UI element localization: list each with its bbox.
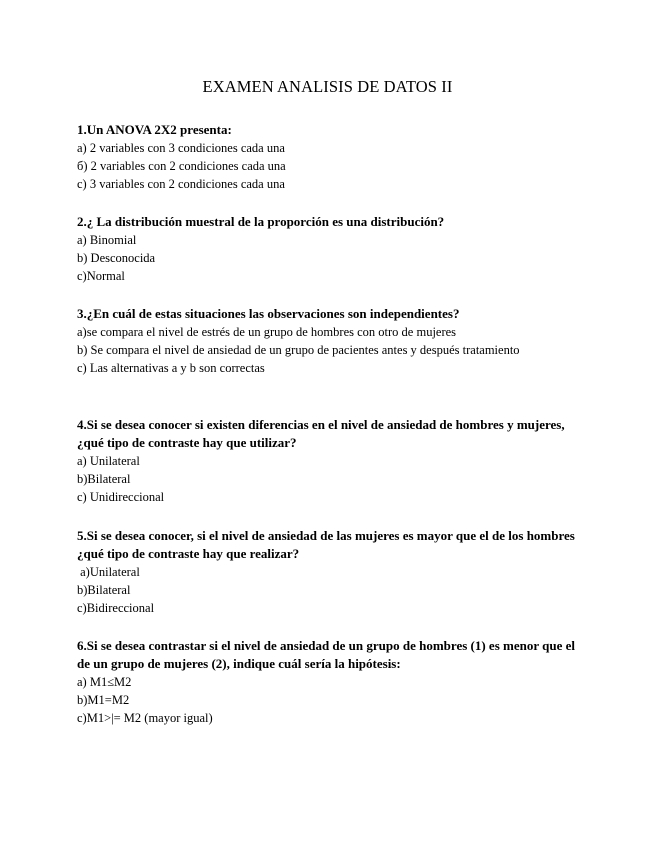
option-c: c) Unidireccional <box>77 490 165 504</box>
question-4 <box>77 416 577 506</box>
question-text: 4.Si se desea conocer si existen diferencias en el nivel de ansiedad de hombres y mujeres,¿qué tipo de contraste hay que utilizar? <box>77 417 565 450</box>
question-2 <box>77 213 577 285</box>
page-title: EXAMEN ANALISIS DE DATOS II <box>202 77 453 96</box>
option-a: a)se compara el nivel de estrés de un grupo de hombres con otro de mujeres <box>77 325 457 339</box>
option-b: b) Se compara el nivel de ansiedad de un grupo de pacientes antes y después tratamiento <box>77 343 520 357</box>
option-c: c) 3 variables con 2 condiciones cada una <box>77 177 285 191</box>
question-6 <box>77 637 577 727</box>
option-b: б) 2 variables con 2 condiciones cada una <box>77 159 286 173</box>
question-3 <box>77 305 577 377</box>
option-a: a) Binomial <box>77 233 137 247</box>
question-text: 6.Si se desea contrastar si el nivel de ansiedad de un grupo de hombres (1) es menor que el de un grupo de mujeres (2), indique cuál sería la hipótesis: <box>77 638 575 671</box>
option-c: c)Normal <box>77 269 125 283</box>
option-c: c)M1>|= M2 (mayor igual) <box>77 711 213 725</box>
option-b: b)Bilateral <box>77 472 131 486</box>
question-text: 5.Si se desea conocer, si el nivel de ansiedad de las mujeres es mayor que el de los hombres ¿qué tipo de contraste hay que realizar? <box>77 528 575 561</box>
option-a: a) 2 variables con 3 condiciones cada una <box>77 141 285 155</box>
option-c: c) Las alternativas a y b son correctas <box>77 361 265 375</box>
option-b: b)M1=M2 <box>77 693 130 707</box>
option-b: b) Desconocida <box>77 251 156 265</box>
option-a: a)Unilateral <box>77 565 140 579</box>
option-a: a) Unilateral <box>77 454 140 468</box>
question-text: 2.¿ La distribución muestral de la proporción es una distribución? <box>77 214 445 229</box>
question-text: 3.¿En cuál de estas situaciones las observaciones son independientes? <box>77 306 460 321</box>
question-text: 1.Un ANOVA 2X2 presenta: <box>77 122 232 137</box>
option-b: b)Bilateral <box>77 583 131 597</box>
question-1 <box>77 121 577 193</box>
option-a: a) M1≤M2 <box>77 675 132 689</box>
question-5 <box>77 527 577 617</box>
option-c: c)Bidireccional <box>77 601 155 615</box>
